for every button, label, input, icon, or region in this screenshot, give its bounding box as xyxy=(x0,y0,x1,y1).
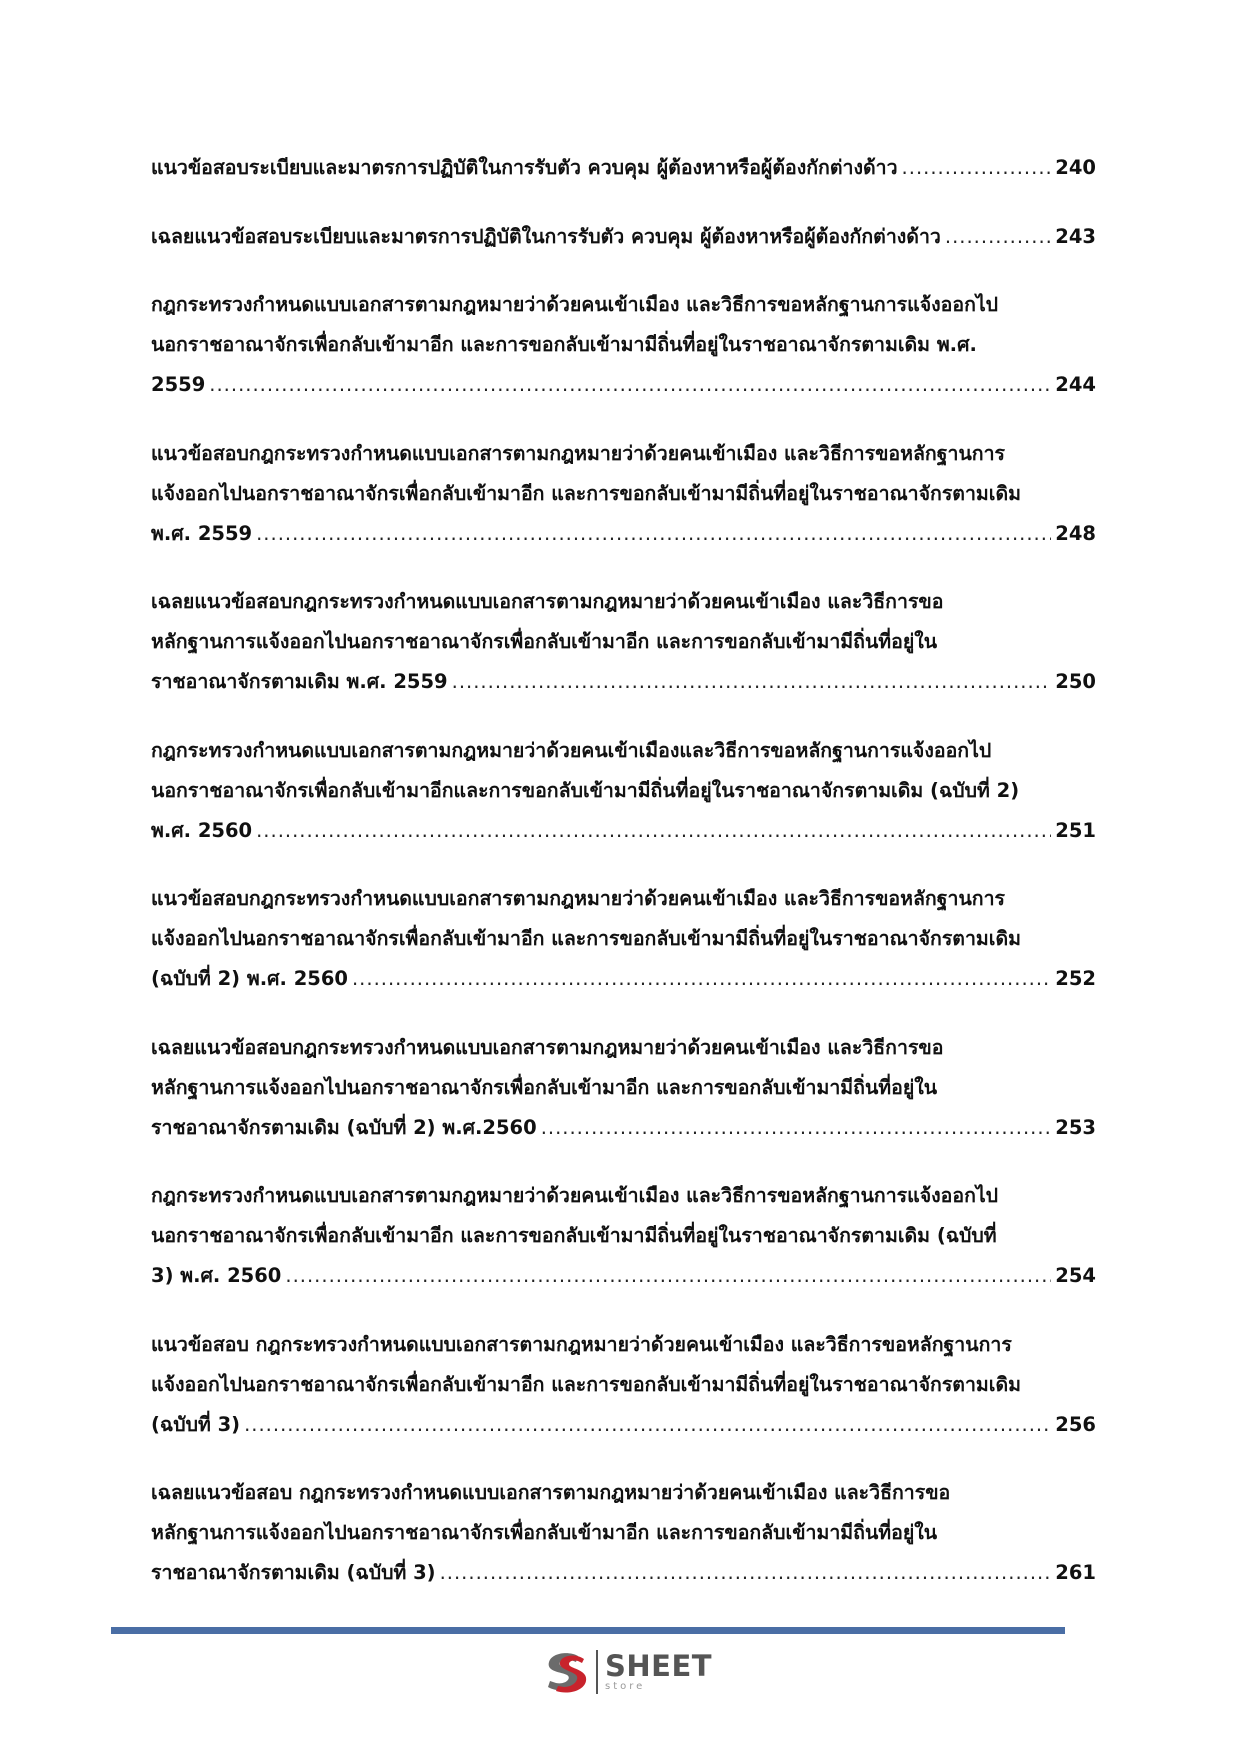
toc-page-number: 256 xyxy=(1055,1412,1096,1436)
toc-entry-line: นอกราชอาณาจักรเพื่อกลับเข้ามาอีกและการขอกลับเข้ามามีถิ่นที่อยู่ในราชอาณาจักรตามเดิม (ฉบับที่ 2) xyxy=(151,778,1020,802)
toc-dot-leader xyxy=(352,959,1051,999)
toc-dot-leader xyxy=(452,662,1052,702)
toc-entry-line: แนวข้อสอบกฎกระทรวงกำหนดแบบเอกสารตามกฎหมายว่าด้วยคนเข้าเมือง และวิธีการขอหลักฐานการ xyxy=(151,887,1006,910)
footer-logo xyxy=(540,1646,712,1698)
toc-entry[interactable] xyxy=(151,1473,1096,1593)
toc-entry-last-line xyxy=(151,1256,1096,1296)
toc-entry-line: กฎกระทรวงกำหนดแบบเอกสารตามกฎหมายว่าด้วยคนเข้าเมือง และวิธีการขอหลักฐานการแจ้งออกไป xyxy=(151,293,999,316)
footer-rule xyxy=(111,1627,1065,1634)
toc-page-number: 254 xyxy=(1055,1264,1096,1287)
toc-entry-last-line xyxy=(151,365,1096,405)
toc-dot-leader xyxy=(285,1256,1051,1296)
toc-page-number: 261 xyxy=(1055,1561,1096,1584)
toc-page-number: 248 xyxy=(1055,521,1096,545)
toc-entry-title-end: พ.ศ. 2559 xyxy=(151,521,253,545)
toc-entry-line: หลักฐานการแจ้งออกไปนอกราชอาณาจักรเพื่อกลับเข้ามาอีก และการขอกลับเข้ามามีถิ่นที่อยู่ใน xyxy=(151,1075,938,1099)
toc-entry-title-end: 3) พ.ศ. 2560 xyxy=(151,1264,282,1287)
toc-entry-title-end: พ.ศ. 2560 xyxy=(151,818,253,842)
toc-entry-title-end: (ฉบับที่ 2) พ.ศ. 2560 xyxy=(151,967,348,990)
toc-entry-last-line xyxy=(151,811,1096,851)
toc-entry-title-end: เฉลยแนวข้อสอบระเบียบและมาตรการปฏิบัติในการรับตัว ควบคุม ผู้ต้องหาหรือผู้ต้องกักต่างด้าว xyxy=(151,224,941,248)
toc-entry-line: นอกราชอาณาจักรเพื่อกลับเข้ามาอีก และการขอกลับเข้ามามีถิ่นที่อยู่ในราชอาณาจักรตามเดิม พ.ศ. xyxy=(151,333,977,356)
toc-entry-line: หลักฐานการแจ้งออกไปนอกราชอาณาจักรเพื่อกลับเข้ามาอีก และการขอกลับเข้ามามีถิ่นที่อยู่ใน xyxy=(151,1521,938,1544)
toc-entry[interactable] xyxy=(151,285,1096,405)
toc-entry-last-line xyxy=(151,217,1096,257)
toc-entry-last-line xyxy=(151,1405,1096,1445)
toc-page-number: 244 xyxy=(1055,373,1096,396)
toc-entry-last-line xyxy=(151,514,1096,554)
toc-dot-leader xyxy=(256,811,1051,851)
toc-page-number: 250 xyxy=(1055,670,1096,693)
logo-sub-text: store xyxy=(605,1681,646,1692)
toc-dot-leader xyxy=(244,1405,1051,1445)
toc-entry[interactable] xyxy=(151,879,1096,999)
toc-entry-last-line xyxy=(151,148,1096,188)
toc-entry-line: แจ้งออกไปนอกราชอาณาจักรเพื่อกลับเข้ามาอีก และการขอกลับเข้ามามีถิ่นที่อยู่ในราชอาณาจักรตามเดิม xyxy=(151,927,1021,950)
toc-entry-line: แจ้งออกไปนอกราชอาณาจักรเพื่อกลับเข้ามาอีก และการขอกลับเข้ามามีถิ่นที่อยู่ในราชอาณาจักรตามเดิม xyxy=(151,481,1021,505)
toc-entry-line: หลักฐานการแจ้งออกไปนอกราชอาณาจักรเพื่อกลับเข้ามาอีก และการขอกลับเข้ามามีถิ่นที่อยู่ใน xyxy=(151,630,938,653)
toc-entry-line: แนวข้อสอบกฎกระทรวงกำหนดแบบเอกสารตามกฎหมายว่าด้วยคนเข้าเมือง และวิธีการขอหลักฐานการ xyxy=(151,441,1006,465)
toc-entry-line: เฉลยแนวข้อสอบกฎกระทรวงกำหนดแบบเอกสารตามกฎหมายว่าด้วยคนเข้าเมือง และวิธีการขอ xyxy=(151,1035,944,1059)
toc-entry-line: นอกราชอาณาจักรเพื่อกลับเข้ามาอีก และการขอกลับเข้ามามีถิ่นที่อยู่ในราชอาณาจักรตามเดิม (ฉบับที่ xyxy=(151,1224,997,1247)
toc-entry-last-line xyxy=(151,1108,1096,1148)
sheet-store-s-logo-icon xyxy=(540,1647,590,1697)
logo-divider xyxy=(596,1650,598,1694)
toc-page-number: 240 xyxy=(1055,156,1096,179)
toc-entry[interactable] xyxy=(151,217,1096,257)
toc-entry-line: กฎกระทรวงกำหนดแบบเอกสารตามกฎหมายว่าด้วยคนเข้าเมือง และวิธีการขอหลักฐานการแจ้งออกไป xyxy=(151,1184,999,1207)
toc-entry-last-line xyxy=(151,959,1096,999)
toc-entry[interactable] xyxy=(151,434,1096,554)
toc-entry-line: เฉลยแนวข้อสอบกฎกระทรวงกำหนดแบบเอกสารตามกฎหมายว่าด้วยคนเข้าเมือง และวิธีการขอ xyxy=(151,590,944,613)
toc-entry-line: เฉลยแนวข้อสอบ กฎกระทรวงกำหนดแบบเอกสารตามกฎหมายว่าด้วยคนเข้าเมือง และวิธีการขอ xyxy=(151,1481,951,1504)
toc-entry-line: แจ้งออกไปนอกราชอาณาจักรเพื่อกลับเข้ามาอีก และการขอกลับเข้ามามีถิ่นที่อยู่ในราชอาณาจักรตามเดิม xyxy=(151,1372,1021,1396)
logo-brand-text: SHEET xyxy=(605,1649,713,1683)
toc-entry[interactable] xyxy=(151,1325,1096,1445)
toc-entry-title-end: ราชอาณาจักรตามเดิม (ฉบับที่ 3) xyxy=(151,1561,436,1584)
toc-dot-leader xyxy=(945,217,1051,257)
toc-entry[interactable] xyxy=(151,1176,1096,1296)
toc-dot-leader xyxy=(256,514,1051,554)
toc-entry-line: แนวข้อสอบ กฎกระทรวงกำหนดแบบเอกสารตามกฎหมายว่าด้วยคนเข้าเมือง และวิธีการขอหลักฐานการ xyxy=(151,1332,1012,1356)
toc-entry-line: กฎกระทรวงกำหนดแบบเอกสารตามกฎหมายว่าด้วยคนเข้าเมืองและวิธีการขอหลักฐานการแจ้งออกไป xyxy=(151,738,992,762)
toc-entry[interactable] xyxy=(151,731,1096,851)
toc-dot-leader xyxy=(541,1108,1052,1148)
toc-page-number: 252 xyxy=(1055,967,1096,990)
toc-page-number: 243 xyxy=(1055,224,1096,248)
toc-entry-title-end: 2559 xyxy=(151,373,206,396)
toc-entry-last-line xyxy=(151,662,1096,702)
toc-entry-title-end: ราชอาณาจักรตามเดิม (ฉบับที่ 2) พ.ศ.2560 xyxy=(151,1115,537,1139)
toc-dot-leader xyxy=(902,148,1052,188)
toc-entry-title-end: (ฉบับที่ 3) xyxy=(151,1412,241,1436)
toc-entry[interactable] xyxy=(151,148,1096,188)
toc-entry-last-line xyxy=(151,1553,1096,1593)
toc-entry[interactable] xyxy=(151,1028,1096,1148)
toc-entry-title-end: ราชอาณาจักรตามเดิม พ.ศ. 2559 xyxy=(151,670,448,693)
toc-page-number: 253 xyxy=(1055,1115,1096,1139)
toc-dot-leader xyxy=(209,365,1051,405)
toc-entry-title-end: แนวข้อสอบระเบียบและมาตรการปฏิบัติในการรับตัว ควบคุม ผู้ต้องหาหรือผู้ต้องกักต่างด้าว xyxy=(151,156,898,179)
toc-page-number: 251 xyxy=(1055,818,1096,842)
toc-entry[interactable] xyxy=(151,582,1096,702)
toc-dot-leader xyxy=(440,1553,1052,1593)
table-of-contents xyxy=(151,148,1096,1622)
